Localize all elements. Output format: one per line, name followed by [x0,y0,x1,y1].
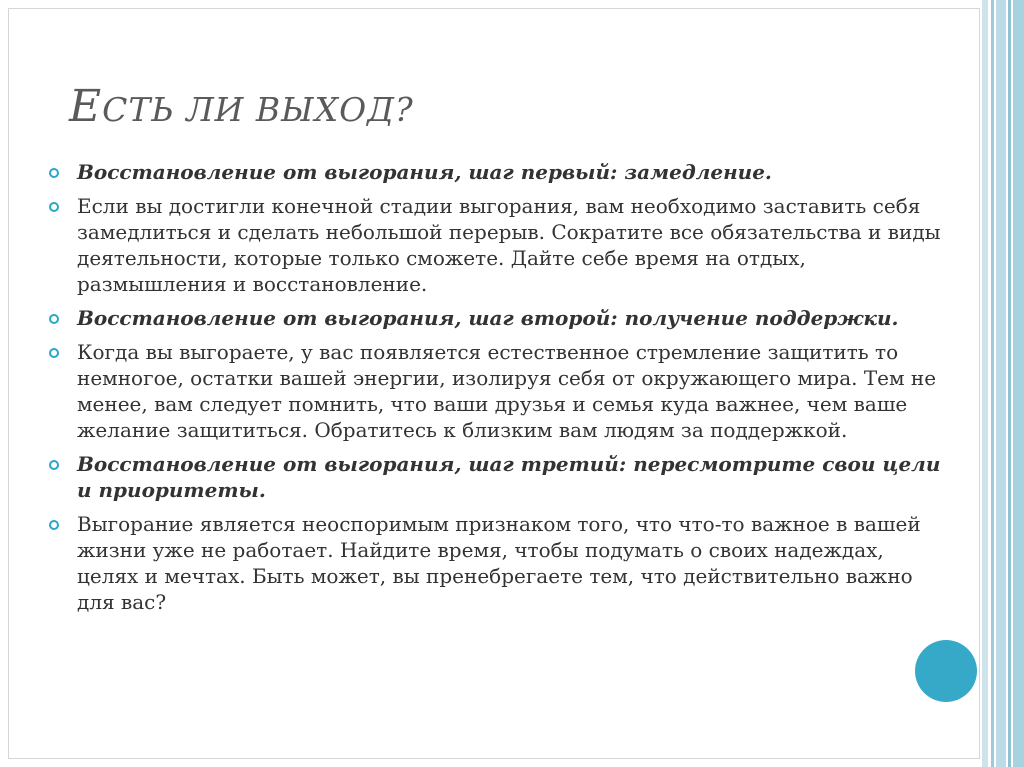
list-item [43,511,948,615]
title-first-letter: Е [69,81,103,132]
list-item-text: Восстановление от выгорания, шаг третий: пересмотрите свои цели и приоритеты. [77,452,941,502]
list-item [43,339,948,443]
title-rest: СТЬ ЛИ ВЫХОД? [102,90,414,129]
list-item [43,305,948,331]
list-item-text: Восстановление от выгорания, шаг второй: получение поддержки. [77,306,899,330]
list-item-text: Когда вы выгораете, у вас появляется естественное стремление защитить то немногое, остатки вашей энергии, изолируя себя от окружающего мира. Тем не менее, вам следует помнить, что ваши друзья и семья куда важнее, чем ваше желание защититься. Обратитесь к близким вам людям за поддержкой. [77,340,937,442]
list-item-text: Восстановление от выгорания, шаг первый: замедление. [77,160,772,184]
bullet-icon [49,460,59,470]
stripe-2 [991,0,994,767]
stripe-3 [996,0,1006,767]
list-item-text: Если вы достигли конечной стадии выгорания, вам необходимо заставить себя замедлиться и сделать небольшой перерыв. Сократите все обязательства и виды деятельности, которые только сможете. Дайте себе время на отдых, размышления и восстановление. [77,194,941,296]
bullet-icon [49,314,59,324]
list-item-text: Выгорание является неоспоримым признаком того, что что-то важное в вашей жизни уже не работает. Найдите время, чтобы подумать о своих надеждах, целях и мечтах. Быть может, вы пренебрегаете тем, что действительно важно для вас? [77,512,921,614]
bullet-icon [49,348,59,358]
stripe-4 [1008,0,1011,767]
bullet-icon [49,202,59,212]
slide-title [69,81,414,132]
stripe-5 [1013,0,1024,767]
decorative-stripes [980,0,1024,767]
stripe-1 [982,0,988,767]
list-item [43,159,948,185]
slide-frame [8,8,980,759]
bullet-list [43,159,948,623]
accent-circle [915,640,977,702]
list-item [43,193,948,297]
bullet-icon [49,520,59,530]
bullet-icon [49,168,59,178]
list-item [43,451,948,503]
